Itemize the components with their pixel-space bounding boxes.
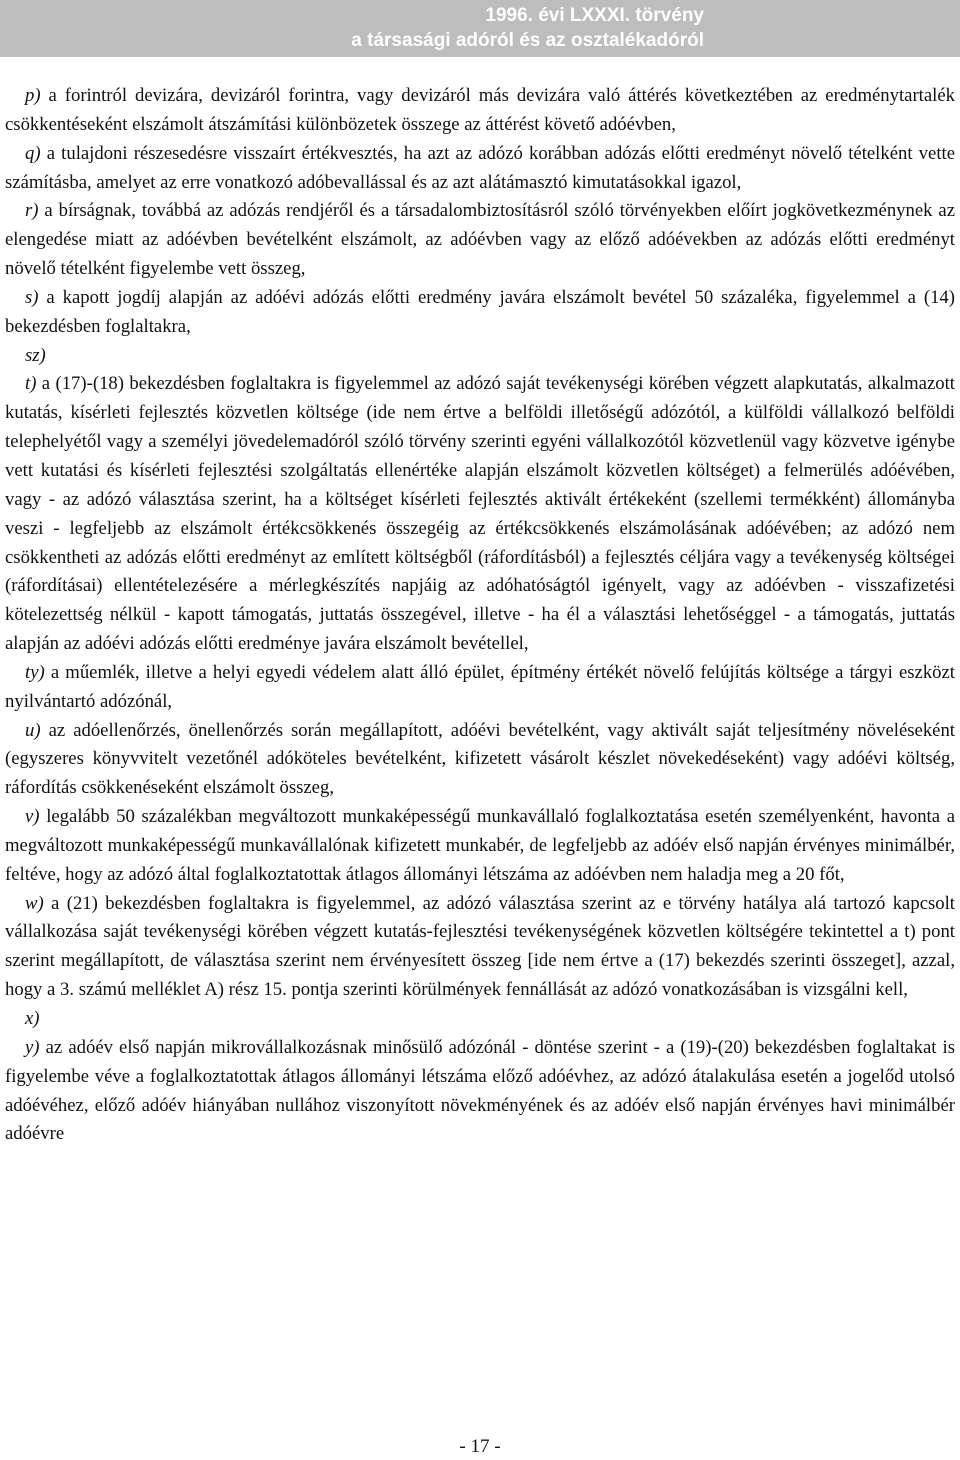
paragraph-text: a kapott jogdíj alapján az adóévi adózás előtti eredmény javára elszámolt bevétel 50 százaléka, figyelemmel a (14) bekezdésben foglaltakra,: [5, 286, 955, 337]
paragraph-marker: q): [25, 142, 41, 164]
paragraph-marker: v): [25, 806, 40, 828]
paragraph-marker: p): [25, 85, 41, 106]
paragraph-p: [5, 82, 955, 140]
paragraph-marker: ty): [25, 661, 45, 683]
paragraph-text: az adóellenőrzés, önellenőrzés során megállapított, adóévi bevételként, vagy aktivált saját teljesítmény növeléseként (egyszeres könyvvitelt vezetőnél adóköteles bevételként, kifizetett vásárolt készlet növekedéseként) vagy adóévi költség, ráfordítás csökkenéseként elszámolt összeg,: [5, 719, 955, 799]
document-body: [5, 82, 955, 1149]
paragraph-t: [5, 370, 955, 658]
paragraph-w: [5, 890, 955, 1005]
paragraph-text: a forintról devizára, devizáról forintra, vagy devizáról más devizára való áttérés következtében az eredménytartalék csökkentéseként elszámolt átszámítási különbözetek összege az áttérést követő adóévben,: [5, 85, 955, 135]
paragraph-marker: x): [25, 1008, 40, 1029]
paragraph-text: az adóév első napján mikrovállalkozásnak minősülő adózónál - döntése szerint - a (19)-(20) bekezdésben foglaltakat is figyelembe véve a foglalkoztatottak átlagos állományi létszáma előző adóévhez, az adózó átalakulása esetén a jogelőd utolsó adóévéhez, előző adóév hiányában nullához viszonyított növekményének és az adóév első napján érvényes havi minimálbér adóévre: [5, 1036, 955, 1145]
paragraph-x: [5, 1005, 955, 1034]
paragraph-ty: [5, 659, 955, 717]
paragraph-text: legalább 50 százalékban megváltozott munkaképességű munkavállaló foglalkoztatása esetén személyenként, havonta a megváltozott munkaképességű munkavállalónak kifizetett munkabér, de legfeljebb az adóév első napján érvényes minimálbér, feltéve, hogy az adózó által foglalkoztatottak átlagos állományi létszáma az adóévben nem haladja meg a 20 főt,: [5, 806, 955, 885]
paragraph-text: a tulajdoni részesedésre visszaírt értékvesztés, ha azt az adózó korábban adózás előtti eredményt növelő tételként vette számításba, amelyet az erre vonatkozó adóbevallással és az azt alátámasztó kimutatásokkal igazol,: [5, 142, 955, 193]
paragraph-sz: [5, 342, 955, 371]
paragraph-text: a műemlék, illetve a helyi egyedi védelem alatt álló épület, építmény értékét növelő felújítás költsége a tárgyi eszközt nyilvántartó adózónál,: [5, 661, 955, 712]
header-title-line2: a társasági adóról és az osztalékadóról: [351, 30, 704, 51]
paragraph-marker: s): [25, 286, 39, 308]
paragraph-marker: y): [25, 1036, 40, 1058]
paragraph-marker: u): [25, 719, 41, 741]
paragraph-s: [5, 284, 955, 342]
running-header: [0, 0, 960, 57]
paragraph-marker: r): [25, 200, 39, 222]
header-title-line1: 1996. évi LXXXI. törvény: [485, 5, 704, 26]
paragraph-text: a bírságnak, továbbá az adózás rendjéről és a társadalombiztosításról szóló törvényekben előírt jogkövetkezménynek az elengedése miatt az adóévben bevételként elszámolt, az adóévben vagy az előző adóévekben az adózás előtti eredményt növelő tételként figyelembe vett összeg,: [5, 200, 955, 280]
page-number: - 17 -: [459, 1436, 501, 1457]
paragraph-r: [5, 197, 955, 284]
paragraph-u: [5, 717, 955, 804]
paragraph-marker: w): [25, 892, 44, 914]
paragraph-marker: t): [25, 373, 37, 395]
paragraph-v: [5, 803, 955, 890]
paragraph-q: [5, 140, 955, 198]
paragraph-text: a (21) bekezdésben foglaltakra is figyelemmel, az adózó választása szerint az e törvény hatálya alá tartozó kapcsolt vállalkozása saját tevékenységi körében végzett kutatás-fejlesztési tevékenységének közvetlen költségére tekintettel a t) pont szerint megállapított, de választása szerint nem érvényesített összeg [ide nem értve a (17) bekezdés szerinti összeget], azzal, hogy a 3. számú melléklet A) rész 15. pontja szerinti körülmények fennállását az adózó vonatkozásában is vizsgálni kell,: [5, 892, 955, 1001]
paragraph-marker: sz): [25, 344, 46, 366]
paragraph-y: [5, 1034, 955, 1149]
paragraph-text: a (17)-(18) bekezdésben foglaltakra is figyelemmel az adózó saját tevékenységi körében végzett alapkutatás, alkalmazott kutatás, kísérleti fejlesztés közvetlen költsége (ide nem értve a belföldi illetőségű adózótól, a külföldi vállalkozó belföldi telephelyétől vagy a személyi jövedelemadóról szóló törvény szerinti egyéni vállalkozótól közvetlenül vagy közvetve igénybe vett kutatási és kísérleti fejlesztési szolgáltatás ellenértéke alapján elszámolt közvetlen költséget) a felmerülés adóévében, vagy - az adózó választása szerint, ha a költséget kísérleti fejlesztés aktivált értékeként (szellemi termékként) állományba veszi - legfeljebb az elszámolt értékcsökkenés összegéig az értékcsökkenés elszámolásának adóévében; az adózó nem csökkentheti az adózás előtti eredményt az említett költségből (ráfordításból) a fejlesztés céljára vagy a tevékenység költségei (ráfordításai) ellentételezésére a mérlegkészítés napjáig az adóhatóságtól igényelt, vagy az adóévben - visszafizetési kötelezettség nélkül - kapott támogatás, juttatás összegével, illetve - ha él a választási lehetőséggel - a támogatás, juttatás alapján az adóévi adózás előtti eredménye javára elszámolt bevétellel,: [5, 373, 955, 655]
